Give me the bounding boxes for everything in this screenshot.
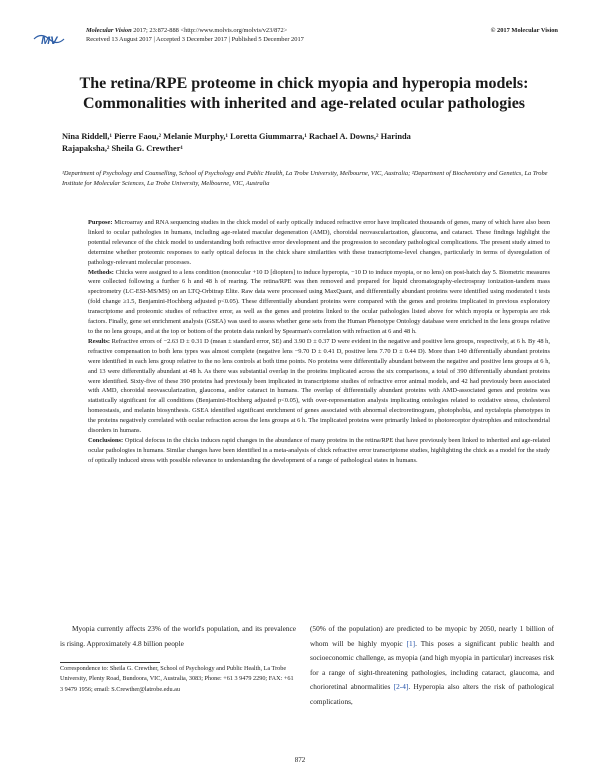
journal-citation (86, 27, 287, 35)
body-column-left: Myopia currently affects 23% of the world's population, and its prevalence is rising. Approximately 4.8 billion people (60, 624, 296, 648)
abstract-results (88, 337, 550, 436)
conclusions-label: Conclusions: (88, 436, 124, 444)
abstract (88, 218, 550, 466)
footnote-divider (60, 662, 160, 663)
affiliations: ¹Department of Psychology and Counselling, School of Psychology and Public Health, La Trobe University, Melbourne, VIC, Australia; ²Department of Biochemistry and Genetics, La Trobe Institute for Molecular Sciences, La Trobe University, Melbourne, VIC, Australia (62, 170, 548, 187)
results-text: Refractive errors of −2.63 D ± 0.31 D (mean ± standard error, SE) and 3.90 D ± 0.37 D were evident in the negative and positive lens groups, respectively, at 6 h. By 48 h, refractive compensation to both lens types was almost complete (negative lens −9.70 D ± 0.41 D, positive lens 7.70 D ± 0.44 D). More than 140 differentially abundant proteins were identified in each lens group relative to the no lens controls at both time points. No proteins were differentially abundant between the negative and positive lens groups at 6 h, and 13 were differentially abundant at 48 h. As there was substantial overlap in the proteins implicated across the six comparisons, a total of 390 differentially abundant proteins were identified. Sixty-five of these 390 proteins had previously been implicated in transcriptome studies of refractive error animal models, and 42 had previously been associated with AMD, choroidal neovascularization, glaucoma, and/or cataract in humans. The overlap of differentially abundant proteins with AMD-associated genes and proteins was statistically significant for all conditions (Benjamini-Hochberg adjusted p<0.05), with over-representation analysis implicating ontologies related to oxidative stress, cholesterol homeostasis, and melanin biosynthesis. GSEA identified significant enrichment of genes associated with abnormal electroretinogram, photophobia, and nyctalopia phenotypes in the proteins negatively correlated with ocular refraction across the lens groups at 6 h. The implicated proteins were primarily linked to photoreceptor dystrophies and mitochondrial disorders in humans. (88, 337, 550, 435)
page-number: 872 (294, 756, 306, 764)
body-text: (50% of the population) are predicted to be myopic by 2050, nearly 1 billion of whom will be highly myopic (310, 624, 554, 648)
abstract-conclusions (88, 436, 550, 466)
body-text: . Hyperopia also alters the risk of pathological complications, (310, 682, 554, 706)
article-title: The retina/RPE proteome in chick myopia and hyperopia models: Commonalities with inherited and age-related ocular pathologies (79, 75, 529, 112)
abstract-methods (88, 268, 550, 337)
purpose-label: Purpose: (88, 219, 113, 226)
citation-link[interactable]: [1] (406, 638, 416, 648)
conclusions-text: Optical defocus in the chicks induces rapid changes in the abundance of many proteins in the retina/RPE that have previously been linked to inherited and age-related ocular pathologies in humans. Similar changes have been identified in a meta-analysis of chick refractive error transcriptome studies, highlighting the chick as a model for the study of optically induced stress with possible relevance to understanding the development of a range of pathological states in humans. (88, 436, 550, 464)
results-label: Results: (88, 337, 111, 345)
author-list (62, 131, 552, 154)
methods-text: Chicks were assigned to a lens condition (monocular +10 D [diopters] to induce hyperopia, −10 D to induce myopia, or no lens) on post-hatch day 5. Biometric measures were collected following a further 6 h and 48 h of rearing. The retina/RPE was then removed and prepared for liquid chromatography-electrospray ionization-tandem mass spectrometry (LC-ESI-MS/MS) on an LTQ-Orbitrap Elite. Raw data were processed using MaxQuant, and differentially abundant proteins were identified using moderated t tests (fold change ≥1.5, Benjamini-Hochberg adjusted p<0.05). These differentially abundant proteins were compared with the genes and proteins implicated in previous exploratory transcriptome and proteomic studies of refractive error, as well as the genes and proteins linked to the ocular pathologies listed above for which myopia or hyperopia are risk factors. Finally, gene set enrichment analysis (GSEA) was used to assess whether gene sets from the Human Phenotype Ontology database were enriched in the lens groups relative to the no lens groups, and at the top or bottom of the protein data ranked by Spearman's correlation with refraction at 6 and 48 h. (88, 268, 550, 335)
abstract-purpose (88, 218, 550, 268)
correspondence-footnote: Correspondence to: Sheila G. Crewther, School of Psychology and Public Health, La Trobe University, Plenty Road, Bundoora, VIC, Australia, 3083; Phone: +61 3 9479 2290; FAX: +61 3 9479 1956; email: S.Crewther@latrobe.edu.au (60, 665, 294, 693)
citation-link[interactable]: [2-4] (393, 682, 409, 691)
logo-text: MV (41, 35, 58, 47)
body-column-right (310, 622, 554, 709)
journal-logo (33, 30, 65, 48)
purpose-text: Microarray and RNA sequencing studies in the chick model of early optically induced refractive error have implicated thousands of genes, many of which have also been linked to ocular pathologies in humans, including age-related macular degeneration (AMD), choroidal neovascularization, glaucoma, and cataract. These findings highlight the potential relevance of the chick model to understanding both refractive error development and the progression to secondary pathological complications. The present study aimed to determine whether proteomic responses to early optical defocus in the chick share similarities with these transcriptome-level changes, particularly in terms of dysregulation of pathology-relevant molecular processes. (88, 219, 550, 266)
authors-line: Rajapaksha,² Sheila G. Crewther¹ (62, 143, 183, 153)
citation-text: 2017; 23:872-888 (133, 27, 179, 34)
journal-name: Molecular Vision (86, 27, 132, 34)
body-text: . This poses a significant public health and socioeconomic challenge, as myopia (and high myopia in particular) increases risk for a range of sight-threatening pathologies, including cataract, glaucoma, and chorioretinal abnormalities (310, 638, 554, 691)
copyright-notice: © 2017 Molecular Vision (490, 27, 558, 34)
journal-url[interactable]: <http://www.molvis.org/molvis/v23/872> (180, 27, 288, 34)
authors-line: Nina Riddell,¹ Pierre Faou,² Melanie Murphy,¹ Loretta Giummarra,¹ Rachael A. Downs,² Harinda (62, 132, 411, 141)
publication-dates: Received 13 August 2017 | Accepted 3 December 2017 | Published 5 December 2017 (86, 36, 304, 43)
methods-label: Methods: (88, 268, 114, 276)
